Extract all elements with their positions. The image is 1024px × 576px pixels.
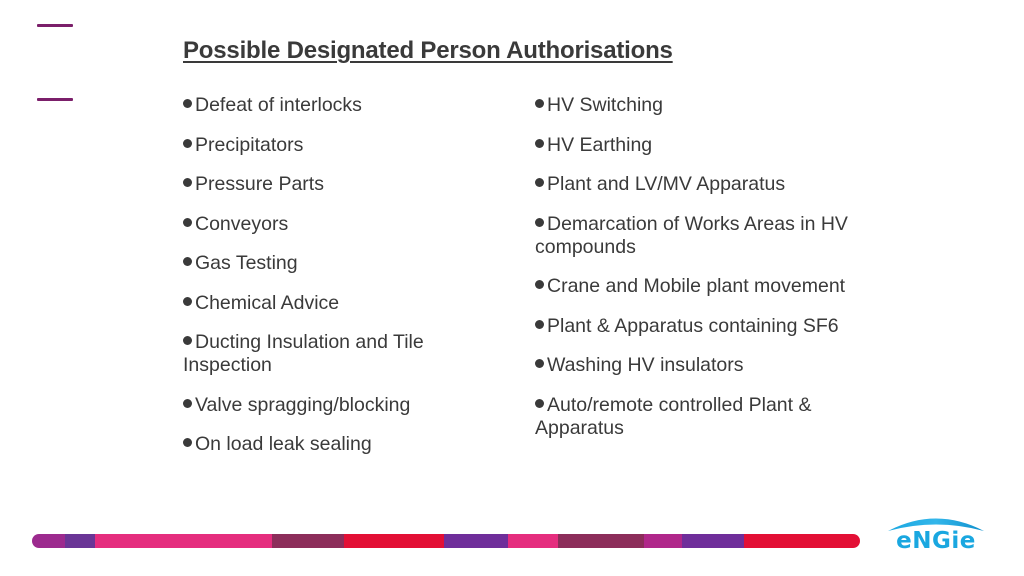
list-item [183,292,483,315]
list-item-text: Precipitators [195,133,304,156]
footer-color-bar [32,534,860,548]
list-item [183,252,483,275]
bullet-icon [183,438,192,447]
bullet-icon [183,336,192,345]
list-item [535,354,855,377]
list-item-text: HV Switching [547,94,663,116]
list-item [183,94,483,117]
accent-line-top [37,24,73,27]
list-item-text: Plant & Apparatus containing SF6 [547,314,839,337]
list-item [183,213,483,236]
list-item [535,213,855,259]
list-item [183,331,483,377]
list-item-text: Conveyors [195,212,289,235]
bullet-icon [535,178,544,187]
engie-logo [884,512,988,556]
bullet-icon [535,280,544,289]
bullet-icon [183,399,192,408]
list-item [183,134,483,157]
list-item-text: Ducting Insulation and Tile Inspection [183,331,424,376]
bullet-icon [535,139,544,148]
list-item-text: Chemical Advice [195,291,340,314]
bullet-icon [535,399,544,408]
right-bullet-list [535,94,855,456]
list-item-text: Pressure Parts [195,173,324,195]
list-item-text: Defeat of interlocks [195,94,362,116]
bullet-icon [535,320,544,329]
left-bullet-list [183,94,483,473]
list-item [183,433,483,456]
list-item [535,94,855,117]
bullet-icon [535,99,544,108]
list-item [535,315,855,338]
accent-line-middle [37,98,73,101]
bullet-icon [535,218,544,227]
list-item [535,394,855,440]
slide-title: Possible Designated Person Authorisations [183,37,673,64]
list-item-text: On load leak sealing [195,433,372,455]
bullet-icon [183,218,192,227]
bullet-icon [183,297,192,306]
list-item [183,394,483,417]
bullet-icon [183,178,192,187]
list-item-text: Auto/remote controlled Plant & Apparatus [535,393,812,439]
logo-wordmark: eNGie [896,528,976,554]
bullet-icon [183,99,192,108]
list-item-text: Gas Testing [195,252,298,274]
list-item-text: Crane and Mobile plant movement [547,275,846,297]
list-item-text: HV Earthing [547,133,653,156]
bullet-icon [535,359,544,368]
list-item [535,275,855,298]
bullet-icon [183,139,192,148]
bullet-icon [183,257,192,266]
list-item [183,173,483,196]
list-item-text: Valve spragging/blocking [195,393,411,416]
list-item-text: Demarcation of Works Areas in HV compounds [535,212,848,258]
list-item [535,134,855,157]
list-item-text: Plant and LV/MV Apparatus [547,173,786,195]
list-item [535,173,855,196]
list-item-text: Washing HV insulators [547,354,744,376]
